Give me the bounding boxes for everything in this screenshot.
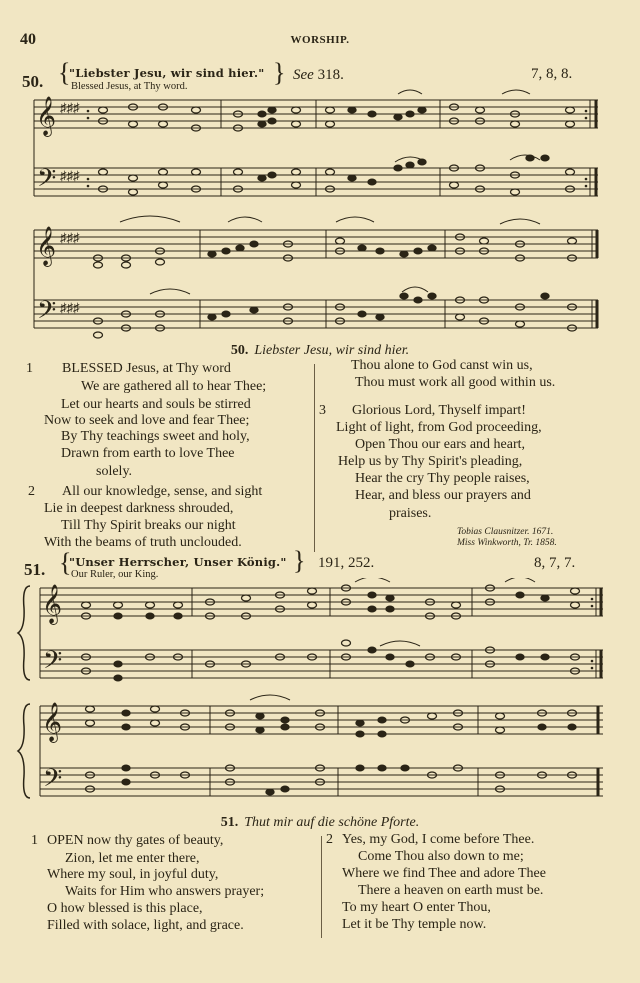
- verse-number: 1: [26, 361, 33, 376]
- svg-text:𝄞: 𝄞: [36, 226, 57, 266]
- verse-line: BLESSED Jesus, at Thy word: [62, 361, 231, 376]
- hymn-50-music-system-1: [0, 88, 640, 218]
- svg-text:♯♯♯: ♯♯♯: [60, 300, 80, 315]
- verse-line: Come Thou also down to me;: [358, 849, 524, 864]
- hymn-51-heading-number: 51.: [220, 815, 239, 830]
- svg-text:𝄞: 𝄞: [42, 702, 63, 742]
- hymn-51-heading-title: Thut mir auf die schöne Pforte.: [244, 815, 420, 830]
- title-brace-open: {: [59, 548, 72, 577]
- verse-line: Help us by Thy Spirit's pleading,: [338, 454, 523, 469]
- verse-number: 1: [31, 833, 38, 848]
- title-brace-close: }: [293, 546, 306, 575]
- verse-line: Filled with solace, light, and grace.: [47, 918, 244, 933]
- verse-line: Where my soul, in joyful duty,: [47, 867, 219, 882]
- svg-text:♯♯♯: ♯♯♯: [60, 100, 80, 115]
- verse-line: Hear the cry Thy people raises,: [355, 471, 530, 486]
- page-number: 40: [20, 31, 36, 48]
- svg-text:♯♯♯: ♯♯♯: [60, 230, 80, 245]
- verse-line: Hear, and bless our prayers and: [355, 488, 531, 503]
- see-label: See: [293, 67, 314, 83]
- hymn-50-heading-number: 50.: [230, 343, 249, 358]
- verse-line: Let it be Thy temple now.: [342, 917, 487, 932]
- svg-text:𝄞: 𝄞: [42, 584, 63, 624]
- hymn-50-heading: [0, 343, 640, 359]
- svg-text:𝄢: 𝄢: [43, 764, 63, 799]
- credit-translator: Miss Winkworth, Tr. 1858.: [457, 538, 557, 548]
- hymn-51-german-title: "Unser Herrscher, Unser König.": [69, 555, 287, 569]
- svg-text:𝄢: 𝄢: [37, 164, 57, 199]
- verse-line: Thou alone to God canst win us,: [351, 358, 533, 373]
- verse-line: Lie in deepest darkness shrouded,: [44, 501, 234, 516]
- title-brace-close: }: [273, 58, 286, 87]
- column-divider: [321, 836, 322, 938]
- verse-line: solely.: [96, 464, 133, 479]
- hymn-51-heading: [0, 815, 640, 831]
- hymn-50-see-reference: [293, 67, 344, 84]
- verse-line: Open Thou our ears and heart,: [355, 437, 526, 452]
- verse-line: To my heart O enter Thou,: [342, 900, 491, 915]
- hymn-51-music-system-1: [0, 578, 640, 698]
- verse-line: praises.: [389, 506, 432, 521]
- verse-line: Drawn from earth to love Thee: [61, 446, 235, 461]
- verse-line: Light of light, from God proceeding,: [336, 420, 542, 435]
- verse-number: 2: [326, 832, 333, 847]
- hymn-50-number: 50.: [22, 72, 44, 91]
- title-brace-open: {: [58, 58, 71, 87]
- verse-line: With the beams of truth unclouded.: [44, 535, 242, 550]
- verse-line: Till Thy Spirit breaks our night: [61, 518, 236, 533]
- verse-line: Now to seek and love and fear Thee;: [44, 413, 250, 428]
- hymn-50-music-system-2: [0, 212, 640, 342]
- svg-text:♯♯♯: ♯♯♯: [60, 168, 80, 183]
- verse-line: We are gathered all to hear Thee;: [81, 379, 267, 394]
- hymn-51-see-reference: 191, 252.: [318, 555, 375, 571]
- verse-line: Let our hearts and souls be stirred: [61, 397, 251, 412]
- verse-line: Where we find Thee and adore Thee: [342, 866, 546, 881]
- verse-line: Glorious Lord, Thyself impart!: [352, 403, 526, 418]
- verse-line: Waits for Him who answers prayer;: [65, 884, 265, 899]
- verse-line: Thou must work all good within us.: [355, 375, 556, 390]
- hymn-50-meter: 7, 8, 8.: [531, 66, 573, 82]
- verse-number: 3: [319, 403, 326, 418]
- verse-line: O how blessed is this place,: [47, 901, 203, 916]
- verse-line: By Thy teachings sweet and holy,: [61, 429, 250, 444]
- hymn-51-number: 51.: [24, 560, 46, 579]
- column-divider: [314, 364, 315, 552]
- hymn-50-english-title: Blessed Jesus, at Thy word.: [71, 81, 188, 92]
- verse-line: OPEN now thy gates of beauty,: [47, 833, 224, 848]
- svg-text:𝄢: 𝄢: [43, 646, 63, 681]
- hymn-50-heading-title: Liebster Jesu, wir sind hier.: [254, 343, 410, 358]
- verse-line: All our knowledge, sense, and sight: [62, 484, 263, 499]
- verse-number: 2: [28, 484, 35, 499]
- hymn-51-music-system-2: [0, 694, 640, 814]
- hymn-51-english-title: Our Ruler, our King.: [71, 569, 159, 580]
- verse-line: Yes, my God, I come before Thee.: [342, 832, 535, 847]
- svg-text:𝄞: 𝄞: [36, 96, 57, 136]
- svg-text:𝄢: 𝄢: [37, 296, 57, 331]
- verse-line: Zion, let me enter there,: [65, 851, 200, 866]
- credit-author: Tobias Clausnitzer. 1671.: [457, 527, 554, 537]
- running-head: WORSHIP.: [290, 34, 350, 46]
- hymn-51-meter: 8, 7, 7.: [534, 555, 576, 571]
- hymn-50-german-title: "Liebster Jesu, wir sind hier.": [69, 66, 265, 80]
- verse-line: There a heaven on earth must be.: [358, 883, 544, 898]
- see-number: 318.: [317, 67, 344, 83]
